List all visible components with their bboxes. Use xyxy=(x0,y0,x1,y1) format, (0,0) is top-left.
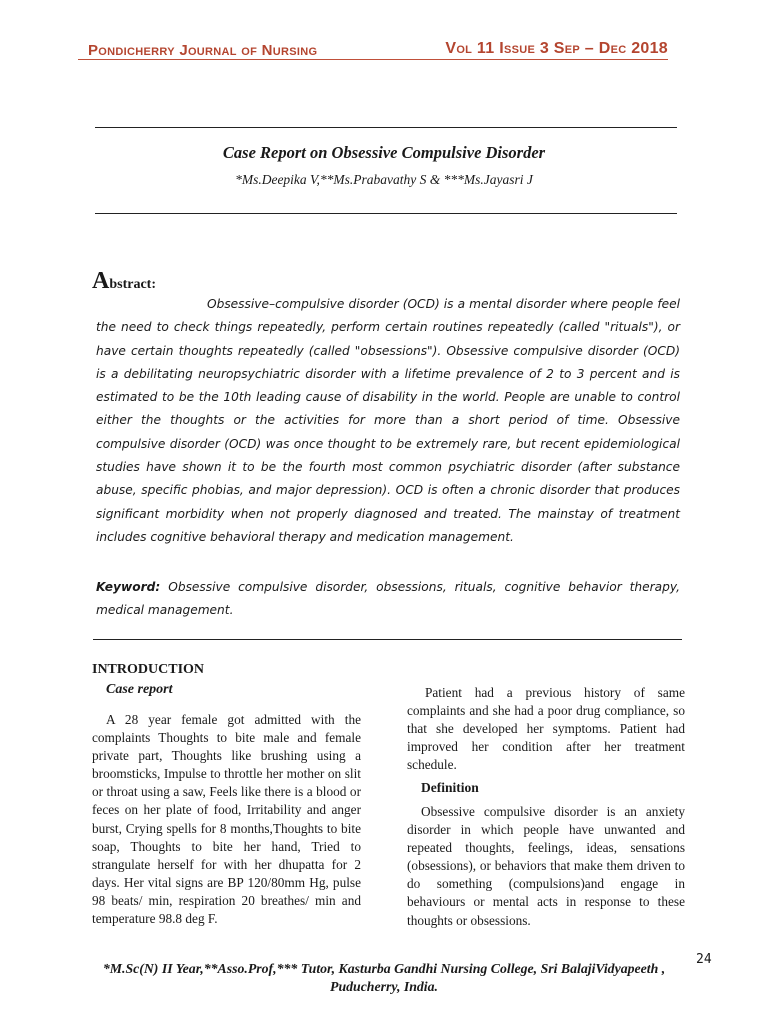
header-divider xyxy=(78,59,668,60)
article-authors: *Ms.Deepika V,**Ms.Prabavathy S & ***Ms.Jayasri J xyxy=(235,172,533,187)
abstract-bottom-rule xyxy=(93,639,682,640)
page-number: 24 xyxy=(696,952,712,967)
author-affiliation: *M.Sc(N) II Year,**Asso.Prof,*** Tutor, Kasturba Gandhi Nursing College, Sri BalajiVidyapeeth , Puducherry, India. xyxy=(102,961,666,994)
introduction-heading: INTRODUCTION xyxy=(92,662,205,677)
title-bottom-rule xyxy=(95,213,677,214)
case-report-text: A 28 year female got admitted with the complaints Thoughts to bite male and female private part, Thoughts like brushing using a broomsticks, Impulse to throttle her mother on slit or throat using a saw, Feels like there is a blood or feces on her plate of food, Irritability and anger burst, Crying spells for 8 months,Thoughts to bite soap, Thoughts to bite her hand, Tried to strangulate herself for with her dhupatta for 2 days. Her vital signs are BP 120/80mm Hg, pulse 98 beats/ min, respiration 20 breathes/ min and temperature 98.8 deg F. xyxy=(92,712,361,927)
keyword-label: Keyword: xyxy=(96,580,161,594)
definition-heading: Definition xyxy=(421,780,479,795)
abstract-text: Obsessive–compulsive disorder (OCD) is a mental disorder where people feel the need to check things repeatedly, perform certain routines repeatedly (called "rituals"), or have certain thoughts repeatedly (called "obsessions"). Obsessive compulsive disorder (OCD) is a debilitating neuropsychiatric disorder with a lifetime prevalence of 2 to 3 percent and is estimated to be the 10th leading cause of disability in the world. People are unable to control either the thoughts or the activities for more than a short period of time. Obsessive compulsive disorder (OCD) was once thought to be extremely rare, but recent epidemiological studies have shown it to be the fourth most common psychiatric disorder (after substance abuse, specific phobias, and major depression). OCD is often a chronic disorder that produces significant morbidity when not properly diagnosed and treated. The mainstay of treatment includes cognitive behavioral therapy and medication management. xyxy=(96,297,680,544)
article-title: Case Report on Obsessive Compulsive Disorder xyxy=(222,143,546,162)
history-text: Patient had a previous history of same complaints and she had a poor drug compliance, so that she developed her symptoms. Patient had improved her condition after her treatment schedule. xyxy=(407,685,685,773)
journal-name: Pondicherry Journal of Nursing xyxy=(88,42,318,59)
abstract-heading-rest: bstract: xyxy=(109,277,156,292)
issue-info: Vol 11 Issue 3 Sep – Dec 2018 xyxy=(445,40,668,57)
title-top-rule xyxy=(95,127,677,128)
abstract-heading-initial: A xyxy=(92,268,110,294)
keyword-section xyxy=(96,576,680,623)
abstract-heading xyxy=(92,268,156,295)
keyword-text: Obsessive compulsive disorder, obsessions, rituals, cognitive behavior therapy, medical management. xyxy=(96,580,680,618)
definition-text: Obsessive compulsive disorder is an anxiety disorder in which people have unwanted and repeated thoughts, feelings, ideas, sensations (obsessions), or behaviors that make them driven to do something (compulsions)and engage in behaviours or mental acts in response to these thoughts or obsessions. xyxy=(407,804,685,928)
case-report-heading: Case report xyxy=(106,682,173,697)
